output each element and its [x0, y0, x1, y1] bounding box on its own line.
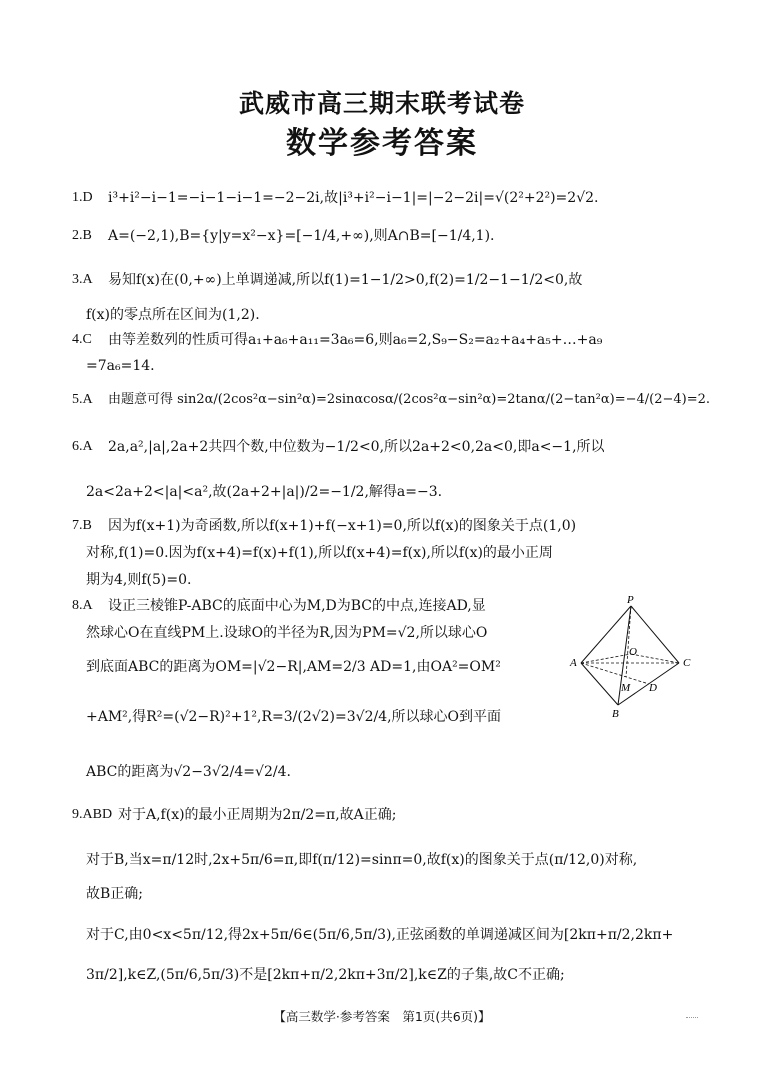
footer-dots	[686, 1017, 698, 1020]
label-b: B	[612, 708, 619, 720]
answer-line: 对于B,当x=π/12时,2x+5π/6=π,即f(π/12)=sinπ=0,故f(x)的图象关于点(π/12,0)对称,	[86, 852, 638, 868]
answer-number: 5.A	[72, 392, 93, 407]
answer-line: 到底面ABC的距离为OM=|√2−R|,AM=2/3 AD=1,由OA²=OM²	[86, 659, 501, 675]
answer-line: 设正三棱锥P-ABC的底面中心为M,D为BC的中点,连接AD,显	[108, 598, 486, 614]
answer-line: f(x)的零点所在区间为(1,2).	[86, 307, 260, 323]
label-d: D	[649, 682, 657, 694]
answer-line: 对于A,f(x)的最小正周期为2π/2=π,故A正确;	[118, 807, 397, 823]
page-footer: 【高三数学·参考答案 第1页(共6页)】	[273, 1009, 491, 1024]
answer-number: 4.C	[72, 332, 92, 347]
answer-number: 8.A	[72, 598, 93, 613]
answer-number: 9.ABD	[72, 807, 113, 822]
answer-line: 2a,a²,|a|,2a+2共四个数,中位数为−1/2<0,所以2a+2<0,2a<0,即a<−1,所以	[108, 439, 605, 455]
label-m: M	[621, 682, 631, 694]
answer-line: i³+i²−i−1=−i−1−i−1=−2−2i,故|i³+i²−i−1|=|−2−2i|=√(2²+2²)=2√2.	[108, 190, 599, 206]
answer-line: 期为4,则f(5)=0.	[86, 572, 192, 588]
answer-line: 易知f(x)在(0,+∞)上单调递减,所以f(1)=1−1/2>0,f(2)=1/2−1−1/2<0,故	[108, 272, 583, 288]
answer-number: 7.B	[72, 518, 92, 533]
label-o: O	[629, 646, 637, 658]
answer-line: +AM²,得R²=(√2−R)²+1²,R=3/(2√2)=3√2/4,所以球心O到平面	[86, 709, 502, 725]
answer-line: 对称,f(1)=0.因为f(x+4)=f(x)+f(1),所以f(x+4)=f(x),所以f(x)的最小正周	[86, 545, 553, 561]
answer-line: 2a<2a+2<|a|<a²,故(2a+2+|a|)/2=−1/2,解得a=−3.	[86, 484, 443, 500]
label-c: C	[683, 657, 691, 669]
label-a: A	[570, 657, 577, 669]
answer-line: 对于C,由0<x<5π/12,得2x+5π/6∈(5π/6,5π/3),正弦函数的单调递减区间为[2kπ+π/2,2kπ+	[86, 927, 674, 943]
page-title: 武威市高三期末联考试卷	[238, 89, 525, 118]
label-p: P	[627, 594, 634, 606]
answer-number: 2.B	[72, 228, 92, 243]
answer-number: 6.A	[72, 439, 93, 454]
answer-line: 因为f(x+1)为奇函数,所以f(x+1)+f(−x+1)=0,所以f(x)的图象关于点(1,0)	[108, 518, 577, 534]
answer-line: A=(−2,1),B={y|y=x²−x}=[−1/4,+∞),则A∩B=[−1/4,1).	[108, 228, 495, 244]
answer-number: 3.A	[72, 272, 93, 287]
answer-line: ABC的距离为√2−3√2/4=√2/4.	[86, 764, 291, 780]
answer-line: 故B正确;	[86, 886, 144, 902]
answer-line: 由等差数列的性质可得a₁+a₆+a₁₁=3a₆=6,则a₆=2,S₉−S₂=a₂+a₄+a₅+…+a₉	[108, 332, 603, 348]
answer-line: =7a₆=14.	[86, 358, 155, 374]
page-subtitle: 数学参考答案	[286, 126, 478, 161]
answer-line: 3π/2],k∈Z,(5π/6,5π/3)不是[2kπ+π/2,2kπ+3π/2],k∈Z的子集,故C不正确;	[86, 967, 565, 983]
pyramid-figure	[568, 592, 698, 720]
answer-line: 然球心O在直线PM上.设球O的半径为R,因为PM=√2,所以球心O	[86, 625, 488, 641]
answer-line: 由题意可得 sin2α/(2cos²α−sin²α)=2sinαcosα/(2cos²α−sin²α)=2tanα/(2−tan²α)=−4/(2−4)=2.	[108, 392, 711, 407]
answer-number: 1.D	[72, 190, 93, 205]
